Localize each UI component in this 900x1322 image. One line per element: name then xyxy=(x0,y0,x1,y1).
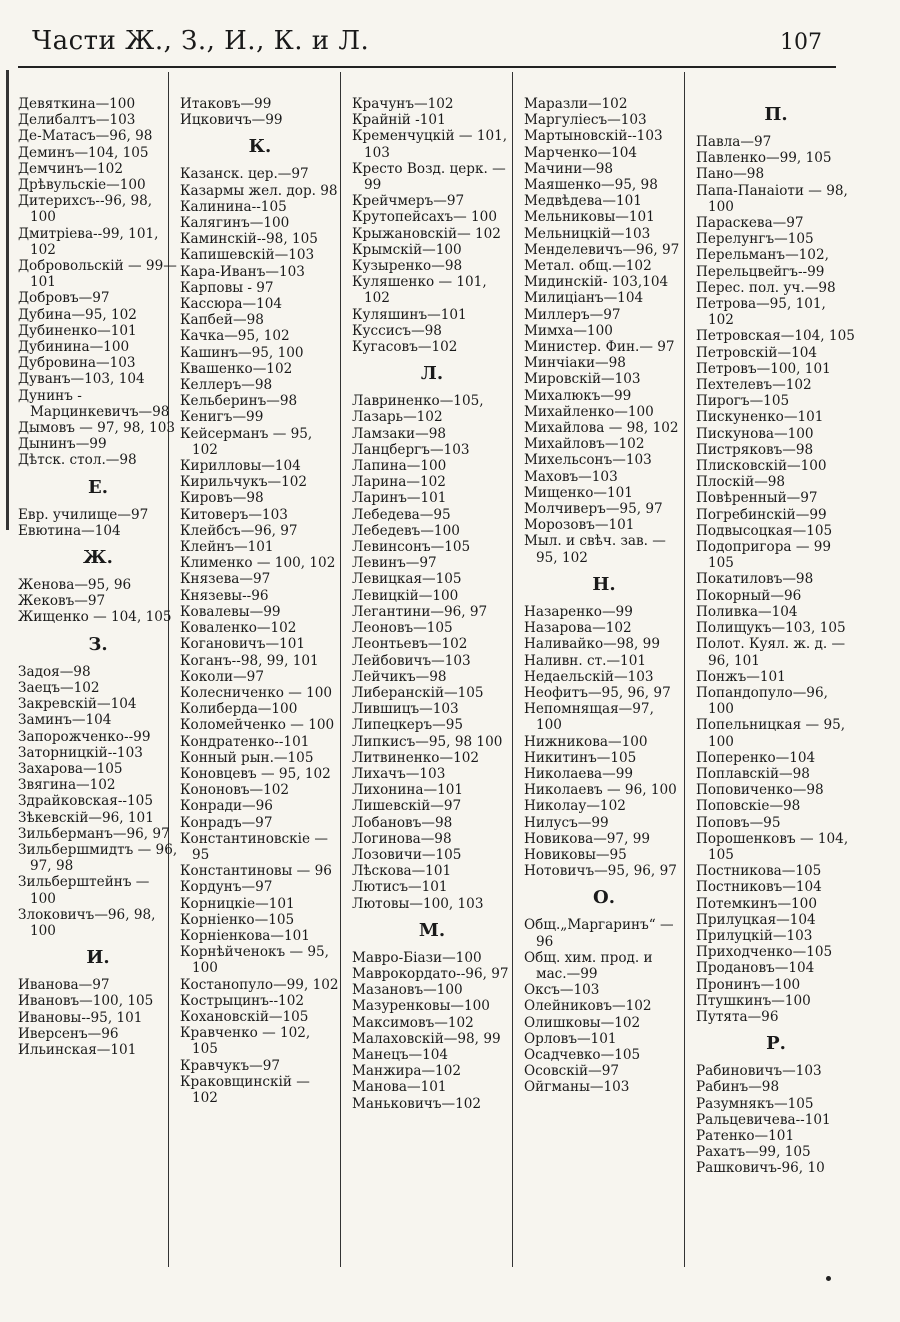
index-entry: Жищенко — 104, 105 xyxy=(18,609,172,626)
index-entry: Мидинскій- 103,104 xyxy=(524,274,669,291)
page-title: Части Ж., З., И., К. и Л. xyxy=(32,26,370,56)
index-entry: Корніенко—105 xyxy=(180,911,295,928)
index-entry: Калягинъ—100 xyxy=(180,215,290,232)
index-entry: Кравчукъ—97 xyxy=(180,1057,281,1074)
index-entry: Покорный—96 xyxy=(696,587,802,604)
index-entry: Пискуненко—101 xyxy=(696,409,824,426)
index-entry: Кугасовъ—102 xyxy=(352,339,458,356)
index-entry: Левицкая—105 xyxy=(352,571,462,588)
index-entry: Лившицъ—103 xyxy=(352,701,459,718)
index-entry: Путята—96 xyxy=(696,1008,779,1025)
index-entry: Крутопейсахъ— 100 xyxy=(352,209,497,226)
index-entry: Девяткина—100 xyxy=(18,96,136,112)
index-entry: Министер. Фин.— 97 xyxy=(524,339,675,356)
index-entry: Поповъ—95 xyxy=(696,814,781,831)
index-entry: Каминскій--98, 105 xyxy=(180,231,318,248)
index-entry: Клейнъ—101 xyxy=(180,539,274,556)
index-entry: Мавро-Біази—100 xyxy=(352,949,482,966)
index-entry: Капишевскій—103 xyxy=(180,247,315,264)
index-entry: Ивановы--95, 101 xyxy=(18,1009,143,1026)
index-entry: Лихачъ—103 xyxy=(352,765,446,782)
index-entry: Полот. Куял. ж. д. —96, 101 xyxy=(696,636,846,669)
section-letter: М. xyxy=(418,919,446,941)
index-entry: Кременчуцкій — 101, 103 xyxy=(352,128,508,161)
index-entry: Кирильчукъ—102 xyxy=(180,474,308,491)
index-entry: Ламзаки—98 xyxy=(352,425,446,442)
index-entry: Карповы - 97 xyxy=(180,279,274,296)
index-entry: Коколи—97 xyxy=(180,668,264,685)
index-entry: Михайленко—100 xyxy=(524,403,654,420)
index-entry: Китоверъ—103 xyxy=(180,506,288,523)
index-entry: Ковалевы—99 xyxy=(180,603,281,620)
index-column-4 xyxy=(524,96,684,1096)
index-entry: Постникова—105 xyxy=(696,863,822,880)
index-entry: Куляшинъ—101 xyxy=(352,306,467,323)
index-entry: Продановъ—104 xyxy=(696,960,815,977)
index-entry: Кордунъ—97 xyxy=(180,879,273,896)
index-entry: Осадчевко—105 xyxy=(524,1046,641,1063)
index-entry: Петровскій—104 xyxy=(696,344,818,361)
index-entry: Левинъ—97 xyxy=(352,555,437,572)
index-entry: Корніенкова—101 xyxy=(180,927,310,944)
index-entry: Общ. хим. прод. и мас.—99 xyxy=(524,949,653,982)
index-entry: Константиновскіе —95 xyxy=(180,830,328,863)
index-entry: Подопригора — 99 105 xyxy=(696,539,832,572)
index-entry: Нилусъ—99 xyxy=(524,814,609,831)
index-entry: Левицкій—100 xyxy=(352,587,459,604)
index-entry: Дитерихсъ--96, 98, 100 xyxy=(18,193,153,226)
index-entry: Кресто Возд. церк. —99 xyxy=(352,160,506,194)
index-entry: Заторницкій--103 xyxy=(18,744,143,761)
index-entry: Зильберштейнъ — 100 xyxy=(18,874,150,907)
index-entry: Маргуліесъ—103 xyxy=(524,112,647,129)
index-entry: Михайловъ—102 xyxy=(524,436,645,453)
index-entry: Дуванъ—103, 104 xyxy=(18,371,145,388)
index-entry: Добровольскій — 99—101 xyxy=(18,258,177,291)
index-entry: Михайлова — 98, 102 xyxy=(524,420,679,437)
index-entry: Конрадъ—97 xyxy=(180,814,273,831)
index-entry: Липецкеръ—95 xyxy=(352,717,464,734)
index-entry: Кондратенко--101 xyxy=(180,733,310,750)
index-entry: Здрайковская--105 xyxy=(18,793,153,810)
index-entry: Зильбершмидтъ — 96, 97, 98 xyxy=(18,841,178,875)
index-entry: Заминъ—104 xyxy=(18,712,112,729)
index-entry: Перес. пол. уч.—98 xyxy=(696,279,836,296)
index-entry: Покатиловъ—98 xyxy=(696,571,814,588)
index-entry: Кельберинъ—98 xyxy=(180,393,298,410)
index-entry: Куляшенко — 101, 102 xyxy=(352,274,487,307)
index-entry: Дубина—95, 102 xyxy=(18,306,137,323)
index-entry: Логинова—98 xyxy=(352,830,452,847)
index-entry: Зѣкевскій—96, 101 xyxy=(18,809,154,826)
index-entry: Жековъ—97 xyxy=(18,593,106,610)
index-entry: Рабиновичъ—103 xyxy=(696,1063,822,1080)
index-entry: Крайній -101 xyxy=(352,112,446,129)
index-entry: Иванова—97 xyxy=(18,977,110,994)
index-entry: Леоновъ—105 xyxy=(352,620,453,637)
index-entry: Лобановъ—98 xyxy=(352,814,453,831)
index-entry: Осовскій—97 xyxy=(524,1063,620,1080)
index-entry: Мыл. и свѣч. зав. —95, 102 xyxy=(524,533,666,566)
index-entry: Костанопуло—99, 102 xyxy=(180,976,339,993)
index-entry: Лишевскій—97 xyxy=(352,798,462,815)
index-entry: Либеранскій—105 xyxy=(352,684,484,701)
index-column-3 xyxy=(352,96,512,1112)
index-entry: Пирогъ—105 xyxy=(696,393,790,410)
index-entry: Николау—102 xyxy=(524,798,626,815)
index-entry: Наливн. ст.—101 xyxy=(524,652,647,669)
index-entry: Кара-Иванъ—103 xyxy=(180,263,305,280)
binding-mark xyxy=(6,70,9,530)
section-letter: П. xyxy=(764,104,788,125)
index-entry: Мачини—98 xyxy=(524,160,614,177)
index-entry: Захарова—105 xyxy=(18,760,123,777)
section-letter: К. xyxy=(248,136,272,158)
index-entry: Кашинъ—95, 100 xyxy=(180,344,304,361)
page-header xyxy=(32,26,822,70)
index-entry: Куссисъ—98 xyxy=(352,322,442,339)
index-entry: Наливайко—98, 99 xyxy=(524,636,660,653)
index-entry: Дрѣвульскіе—100 xyxy=(18,177,146,194)
index-entry: Лейчикъ—98 xyxy=(352,668,447,685)
index-entry: Маразли—102 xyxy=(524,96,628,112)
index-column-5 xyxy=(696,96,856,1177)
index-entry: Ральцевичева--101 xyxy=(696,1111,831,1128)
index-entry: Попандопуло—96, 100 xyxy=(696,684,828,718)
index-entry: Общ.„Маргаринъ“ —96 xyxy=(524,917,674,950)
index-entry: Левинсонъ—105 xyxy=(352,539,471,556)
index-entry: Перельцвейгъ--99 xyxy=(696,263,825,280)
section-letter: Ж. xyxy=(83,547,113,569)
index-entry: Добровъ—97 xyxy=(18,290,110,307)
index-entry: Маяшенко—95, 98 xyxy=(524,177,658,194)
index-entry: Милиціанъ—104 xyxy=(524,290,644,307)
index-entry: Погребинскій—99 xyxy=(696,506,827,523)
index-entry: Малаховскій—98, 99 xyxy=(352,1030,501,1047)
index-entry: Женова—95, 96 xyxy=(18,577,132,594)
index-entry: Разумнякъ—105 xyxy=(696,1095,814,1112)
index-entry: Петровъ—100, 101 xyxy=(696,360,831,377)
index-entry: Марченко—104 xyxy=(524,144,638,161)
index-entry: Николаева—99 xyxy=(524,765,634,782)
index-entry: Литвиненко—102 xyxy=(352,749,480,766)
index-entry: Дубровина—103 xyxy=(18,355,136,372)
index-entry: Поповиченко—98 xyxy=(696,782,824,799)
index-entry: Липкисъ—95, 98 100 xyxy=(352,733,503,750)
index-entry: Крачунъ—102 xyxy=(352,96,454,112)
index-entry: Колиберда—100 xyxy=(180,701,298,718)
index-entry: Минчіаки—98 xyxy=(524,355,626,372)
section-letter: Н. xyxy=(592,573,616,595)
index-entry: Ильинская—101 xyxy=(18,1041,137,1058)
index-entry: Дѣтск. стол.—98 xyxy=(18,452,137,469)
index-entry: Манова—101 xyxy=(352,1079,447,1096)
index-entry: Плисковскій—100 xyxy=(696,458,827,475)
index-entry: Петрова—95, 101, 102 xyxy=(696,296,826,329)
index-entry: Перельманъ—102, xyxy=(696,247,829,264)
index-entry: Ратенко—101 xyxy=(696,1127,795,1144)
index-entry: Кировъ—98 xyxy=(180,490,264,507)
section-letter: З. xyxy=(88,633,108,655)
index-entry: Дубиненко—101 xyxy=(18,322,137,339)
index-entry: Клименко — 100, 102 xyxy=(180,555,336,572)
index-entry: Клейбсъ—96, 97 xyxy=(180,522,298,539)
index-entry: Евютина—104 xyxy=(18,522,121,539)
index-entry: Папа-Панаіоти — 98, 100 xyxy=(696,182,848,215)
index-entry: Кенигъ—99 xyxy=(180,409,264,426)
index-entry: Олейниковъ—102 xyxy=(524,998,652,1015)
index-entry: Мартыновскій--103 xyxy=(524,128,663,145)
index-entry: Михалюкъ—99 xyxy=(524,387,632,404)
index-entry: Леонтьевъ—102 xyxy=(352,636,468,653)
index-entry: Пронинъ—100 xyxy=(696,976,801,993)
index-entry: Князевы--96 xyxy=(180,587,269,604)
index-entry: Князева—97 xyxy=(180,571,271,588)
index-entry: Потемкинъ—100 xyxy=(696,895,817,912)
index-entry: Нотовичъ—95, 96, 97 xyxy=(524,863,677,880)
index-entry: Лютовы—100, 103 xyxy=(352,895,484,912)
index-entry: Кострыцинъ--102 xyxy=(180,992,305,1009)
ink-dot xyxy=(826,1276,831,1281)
index-entry: Казармы жел. дор. 98 xyxy=(180,182,338,199)
index-entry: Кассюра—104 xyxy=(180,296,283,313)
index-entry: Лебедевъ—100 xyxy=(352,522,460,539)
index-entry: Молчиверъ—95, 97 xyxy=(524,501,663,518)
index-entry: Зильберманъ—96, 97 xyxy=(18,825,170,842)
index-entry: Поповскіе—98 xyxy=(696,798,801,815)
index-entry: Прилуцкая—104 xyxy=(696,911,816,928)
index-entry: Маховъ—103 xyxy=(524,468,618,485)
index-entry: Подвысоцкая—105 xyxy=(696,522,833,539)
index-entry: Коганъ--98, 99, 101 xyxy=(180,652,319,669)
index-entry: Маврокордато--96, 97 xyxy=(352,965,509,982)
column-divider xyxy=(512,72,513,1267)
index-entry: Крейчмеръ—97 xyxy=(352,193,465,210)
index-entry: Поплавскій—98 xyxy=(696,765,810,782)
index-entry: Качка—95, 102 xyxy=(180,328,290,345)
index-entry: Кравченко — 102, 105 xyxy=(180,1025,311,1058)
index-entry: Постниковъ—104 xyxy=(696,879,822,896)
index-entry: Кузыренко—98 xyxy=(352,258,463,275)
index-entry: Олишковы—102 xyxy=(524,1014,641,1031)
index-entry: Кейсерманъ — 95, 102 xyxy=(180,425,313,458)
index-entry: Колесниченко — 100 xyxy=(180,684,333,701)
index-entry: Петровская—104, 105 xyxy=(696,328,855,345)
index-entry: Злоковичъ—96, 98, 100 xyxy=(18,906,156,939)
index-entry: Лихонина—101 xyxy=(352,782,464,799)
index-entry: Задоя—98 xyxy=(18,663,91,680)
index-entry: Нижникова—100 xyxy=(524,733,648,750)
index-entry: Лѣскова—101 xyxy=(352,863,452,880)
index-column-1 xyxy=(18,96,178,1058)
index-entry: Павленко—99, 105 xyxy=(696,150,832,167)
index-entry: Дымовъ — 97, 98, 103 xyxy=(18,420,175,437)
header-rule xyxy=(18,66,836,68)
index-entry: Назарова—102 xyxy=(524,620,632,637)
index-entry: Мельницкій—103 xyxy=(524,225,651,242)
index-entry: Ойгманы—103 xyxy=(524,1079,630,1096)
index-entry: Мазуренковы—100 xyxy=(352,998,490,1015)
index-entry: Легантини—96, 97 xyxy=(352,603,488,620)
index-entry: Назаренко—99 xyxy=(524,603,633,620)
index-entry: Дынинъ—99 xyxy=(18,436,107,453)
index-entry: Манецъ—104 xyxy=(352,1046,449,1063)
index-entry: Новикова—97, 99 xyxy=(524,830,651,847)
index-entry: Мазановъ—100 xyxy=(352,982,463,999)
index-entry: Миллеръ—97 xyxy=(524,306,621,323)
index-entry: Лавриненко—105, xyxy=(352,393,484,410)
index-entry: Делибалтъ—103 xyxy=(18,112,136,129)
index-entry: Коваленко—102 xyxy=(180,620,297,637)
index-entry: Мищенко—101 xyxy=(524,484,633,501)
index-entry: Рабинъ—98 xyxy=(696,1079,780,1096)
index-entry: Параскева—97 xyxy=(696,215,804,232)
section-letter: Е. xyxy=(88,476,108,498)
index-entry: Квашенко—102 xyxy=(180,360,293,377)
index-entry: Пискунова—100 xyxy=(696,425,814,442)
index-entry: Лейбовичъ—103 xyxy=(352,652,471,669)
index-entry: Николаевъ — 96, 100 xyxy=(524,782,677,799)
index-entry: Павла—97 xyxy=(696,134,772,150)
index-entry: Непомнящая—97, 100 xyxy=(524,701,654,734)
index-entry: Птушкинъ—100 xyxy=(696,992,811,1009)
section-letter: И. xyxy=(86,947,110,969)
index-column-2 xyxy=(180,96,340,1106)
index-entry: Корницкіе—101 xyxy=(180,895,295,912)
index-entry: Калинина--105 xyxy=(180,198,287,215)
index-entry: Полищукъ—103, 105 xyxy=(696,620,846,637)
column-divider xyxy=(340,72,341,1267)
index-entry: Итаковъ—99 xyxy=(180,96,272,112)
index-entry: Коломейченко — 100 xyxy=(180,717,335,734)
column-divider xyxy=(684,72,685,1267)
index-entry: Конради—96 xyxy=(180,798,273,815)
index-entry: Пехтелевъ—102 xyxy=(696,377,812,394)
index-entry: Ланцбергъ—103 xyxy=(352,441,470,458)
index-entry: Лебедева—95 xyxy=(352,506,451,523)
index-entry: Крыжановскій— 102 xyxy=(352,225,501,242)
index-entry: Менделевичъ—96, 97 xyxy=(524,241,680,258)
index-entry: Маньковичъ—102 xyxy=(352,1095,482,1112)
index-entry: Поливка—104 xyxy=(696,603,798,620)
index-entry: Рашковичъ-96, 10 xyxy=(696,1160,825,1177)
index-entry: Звягина—102 xyxy=(18,777,116,794)
page-number: 107 xyxy=(780,30,822,55)
index-entry: Пистряковъ—98 xyxy=(696,441,814,458)
index-entry: Новиковы—95 xyxy=(524,846,627,863)
index-entry: Кононовъ—102 xyxy=(180,782,290,799)
index-entry: Кохановскій—105 xyxy=(180,1008,309,1025)
index-entry: Крымскій—100 xyxy=(352,241,462,258)
index-entry: Морозовъ—101 xyxy=(524,517,635,534)
section-letter: Р. xyxy=(766,1033,786,1055)
index-entry: Лазарь—102 xyxy=(352,409,443,426)
index-entry: Корнѣйченокъ — 95, 100 xyxy=(180,944,330,977)
index-entry: Пано—98 xyxy=(696,166,765,183)
index-entry: Попельницкая — 95, 100 xyxy=(696,717,846,750)
index-entry: Михельсонъ—103 xyxy=(524,452,652,469)
index-entry: Неофитъ—95, 96, 97 xyxy=(524,684,671,701)
index-entry: Приходченко—105 xyxy=(696,944,833,961)
index-entry: Повѣренный—97 xyxy=(696,490,818,507)
index-entry: Манжира—102 xyxy=(352,1063,461,1080)
index-entry: Медвѣдева—101 xyxy=(524,193,642,210)
index-entry: Понжъ—101 xyxy=(696,668,786,685)
index-entry: Конный рын.—105 xyxy=(180,749,314,766)
section-letter: О. xyxy=(593,887,615,909)
index-entry: Плоскій—98 xyxy=(696,474,786,491)
index-entry: Заецъ—102 xyxy=(18,679,100,696)
section-letter: Л. xyxy=(420,363,444,385)
index-entry: Константиновы — 96 xyxy=(180,863,332,880)
index-entry: Лозовичи—105 xyxy=(352,846,462,863)
index-entry: Ларинъ—101 xyxy=(352,490,447,507)
index-entry: Прилуцкій—103 xyxy=(696,927,813,944)
index-entry: Коновцевъ — 95, 102 xyxy=(180,765,331,782)
index-entry: Деминъ—104, 105 xyxy=(18,144,149,161)
index-entry: Дунинъ - Марцинкевичъ—98 xyxy=(18,387,170,420)
index-entry: Лапина—100 xyxy=(352,458,447,475)
index-entry: Закревскій—104 xyxy=(18,696,137,713)
index-entry: Дмитріева--99, 101, 102 xyxy=(18,225,159,258)
index-entry: Рахатъ—99, 105 xyxy=(696,1144,811,1161)
index-entry: Капбей—98 xyxy=(180,312,264,329)
index-entry: Казанск. цер.—97 xyxy=(180,166,309,183)
index-entry: Краковщинскій — 102 xyxy=(180,1073,310,1106)
index-entry: Де-Матасъ—96, 98 xyxy=(18,128,153,145)
index-entry: Ицковичъ—99 xyxy=(180,112,283,129)
index-entry: Евр. училище—97 xyxy=(18,506,149,523)
index-entry: Иверсенъ—96 xyxy=(18,1025,119,1042)
index-entry: Порошенковъ — 104, 105 xyxy=(696,830,849,863)
index-entry: Поперенко—104 xyxy=(696,749,816,766)
index-entry: Когановичъ—101 xyxy=(180,636,306,653)
index-entry: Недаельскій—103 xyxy=(524,668,654,685)
index-entry: Оксъ—103 xyxy=(524,982,600,999)
index-entry: Ивановъ—100, 105 xyxy=(18,993,154,1010)
index-entry: Максимовъ—102 xyxy=(352,1014,474,1031)
index-entry: Келлеръ—98 xyxy=(180,377,273,394)
index-entry: Демчинъ—102 xyxy=(18,160,123,177)
index-entry: Мировскій—103 xyxy=(524,371,641,388)
index-entry: Никитинъ—105 xyxy=(524,749,637,766)
index-entry: Метал. общ.—102 xyxy=(524,258,652,275)
index-entry: Орловъ—101 xyxy=(524,1030,617,1047)
index-entry: Кирилловы—104 xyxy=(180,458,301,475)
index-entry: Ларина—102 xyxy=(352,474,446,491)
index-entry: Запорожченко--99 xyxy=(18,728,151,745)
index-entry: Лютисъ—101 xyxy=(352,879,448,896)
index-entry: Мимха—100 xyxy=(524,322,613,339)
index-entry: Дубинина—100 xyxy=(18,339,130,356)
index-entry: Мельниковы—101 xyxy=(524,209,655,226)
index-entry: Перелунгъ—105 xyxy=(696,231,814,248)
